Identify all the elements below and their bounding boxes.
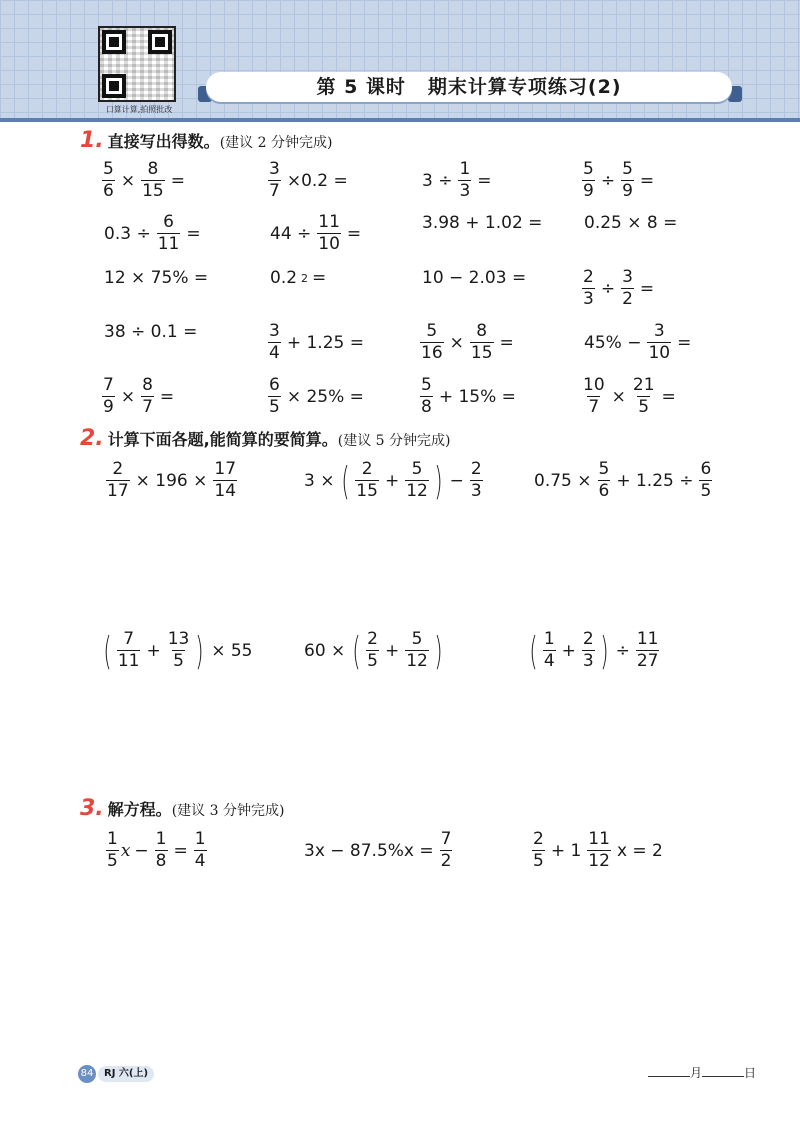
q1-item: 44 ÷ $\frac{11}{10}$ = xyxy=(270,212,362,254)
q1-item: $\frac{5}{8}$ + 15% = xyxy=(421,375,516,417)
q3-equation-3: $\frac{2}{5}$ + 1 $\frac{11}{12}$ x = 2 xyxy=(533,829,663,871)
q1-item: $\frac{5}{9}$ ÷ $\frac{5}{9}$ = xyxy=(583,159,655,201)
qr-caption: 口算计算,拍照批改 xyxy=(105,105,173,114)
header-edge xyxy=(0,118,800,122)
q1-item: 45% − $\frac{3}{10}$ = xyxy=(584,321,692,363)
lesson-label: 第 5 课时 xyxy=(316,76,406,98)
q1-item: $\frac{6}{5}$ × 25% = xyxy=(269,375,364,417)
section-1-heading: 1. 直接写出得数。(建议 2 分钟完成) xyxy=(80,128,333,153)
q1-item: $\frac{2}{3}$ ÷ $\frac{3}{2}$ = xyxy=(583,267,655,309)
qr-code-icon[interactable] xyxy=(98,26,176,102)
q1-item: $\frac{7}{9}$ × $\frac{8}{7}$ = xyxy=(103,375,175,417)
q2-expression-1: $\frac{2}{17}$ × 196 × $\frac{17}{14}$ xyxy=(107,459,237,501)
q1-item: $\frac{5}{6}$ × $\frac{8}{15}$ = xyxy=(103,159,185,201)
q1-item: $\frac{10}{7}$ × $\frac{21}{5}$ = xyxy=(583,375,676,417)
page-title: 期末计算专项练习(2) xyxy=(427,76,622,98)
edition-label: RJ 六(上) xyxy=(98,1066,154,1082)
title-banner xyxy=(206,72,732,102)
q2-expression-6: ( $\frac{1}{4}$ + $\frac{2}{3}$ ) ÷ $\frac{11}{27}$ xyxy=(529,628,659,673)
q2-expression-2: 3 × ( $\frac{2}{15}$ + $\frac{5}{12}$ ) − $\frac{2}{3}$ xyxy=(304,458,482,503)
q1-item: $\frac{3}{7}$ ×0.2 = xyxy=(269,159,348,201)
q1-item: 38 ÷ 0.1 = xyxy=(104,322,198,342)
q2-expression-5: 60 × ( $\frac{2}{5}$ + $\frac{5}{12}$ ) xyxy=(304,628,443,673)
q1-item: 0.25 × 8 = xyxy=(584,213,678,233)
date-line: 月 日 xyxy=(648,1064,756,1081)
q2-expression-3: 0.75 × $\frac{5}{6}$ + 1.25 ÷ $\frac{6}{5}$ xyxy=(534,459,712,501)
section-3-heading: 3. 解方程。(建议 3 分钟完成) xyxy=(80,796,285,821)
q1-item: $\frac{5}{16}$ × $\frac{8}{15}$ = xyxy=(421,321,514,363)
q1-item: 3.98 + 1.02 = xyxy=(422,213,543,233)
q1-item: 0.3 ÷ $\frac{6}{11}$ = xyxy=(104,212,201,254)
page-number: 84 xyxy=(78,1065,96,1083)
q3-equation-2: 3x − 87.5%x = $\frac{7}{2}$ xyxy=(304,829,452,871)
q1-item: $\frac{3}{4}$ + 1.25 = xyxy=(269,321,364,363)
q2-expression-4: ( $\frac{7}{11}$ + $\frac{13}{5}$ ) × 55 xyxy=(103,628,253,673)
q1-item: 10 − 2.03 = xyxy=(422,268,527,288)
q3-equation-1: $\frac{1}{5}$ x − $\frac{1}{8}$ = $\frac{1}{4}$ xyxy=(107,829,206,871)
q1-item: 0.2 2 = xyxy=(270,268,327,288)
q1-item: 12 × 75% = xyxy=(104,268,209,288)
section-2-heading: 2. 计算下面各题,能简算的要简算。(建议 5 分钟完成) xyxy=(80,426,451,451)
q1-item: 3 ÷ $\frac{1}{3}$ = xyxy=(422,159,492,201)
